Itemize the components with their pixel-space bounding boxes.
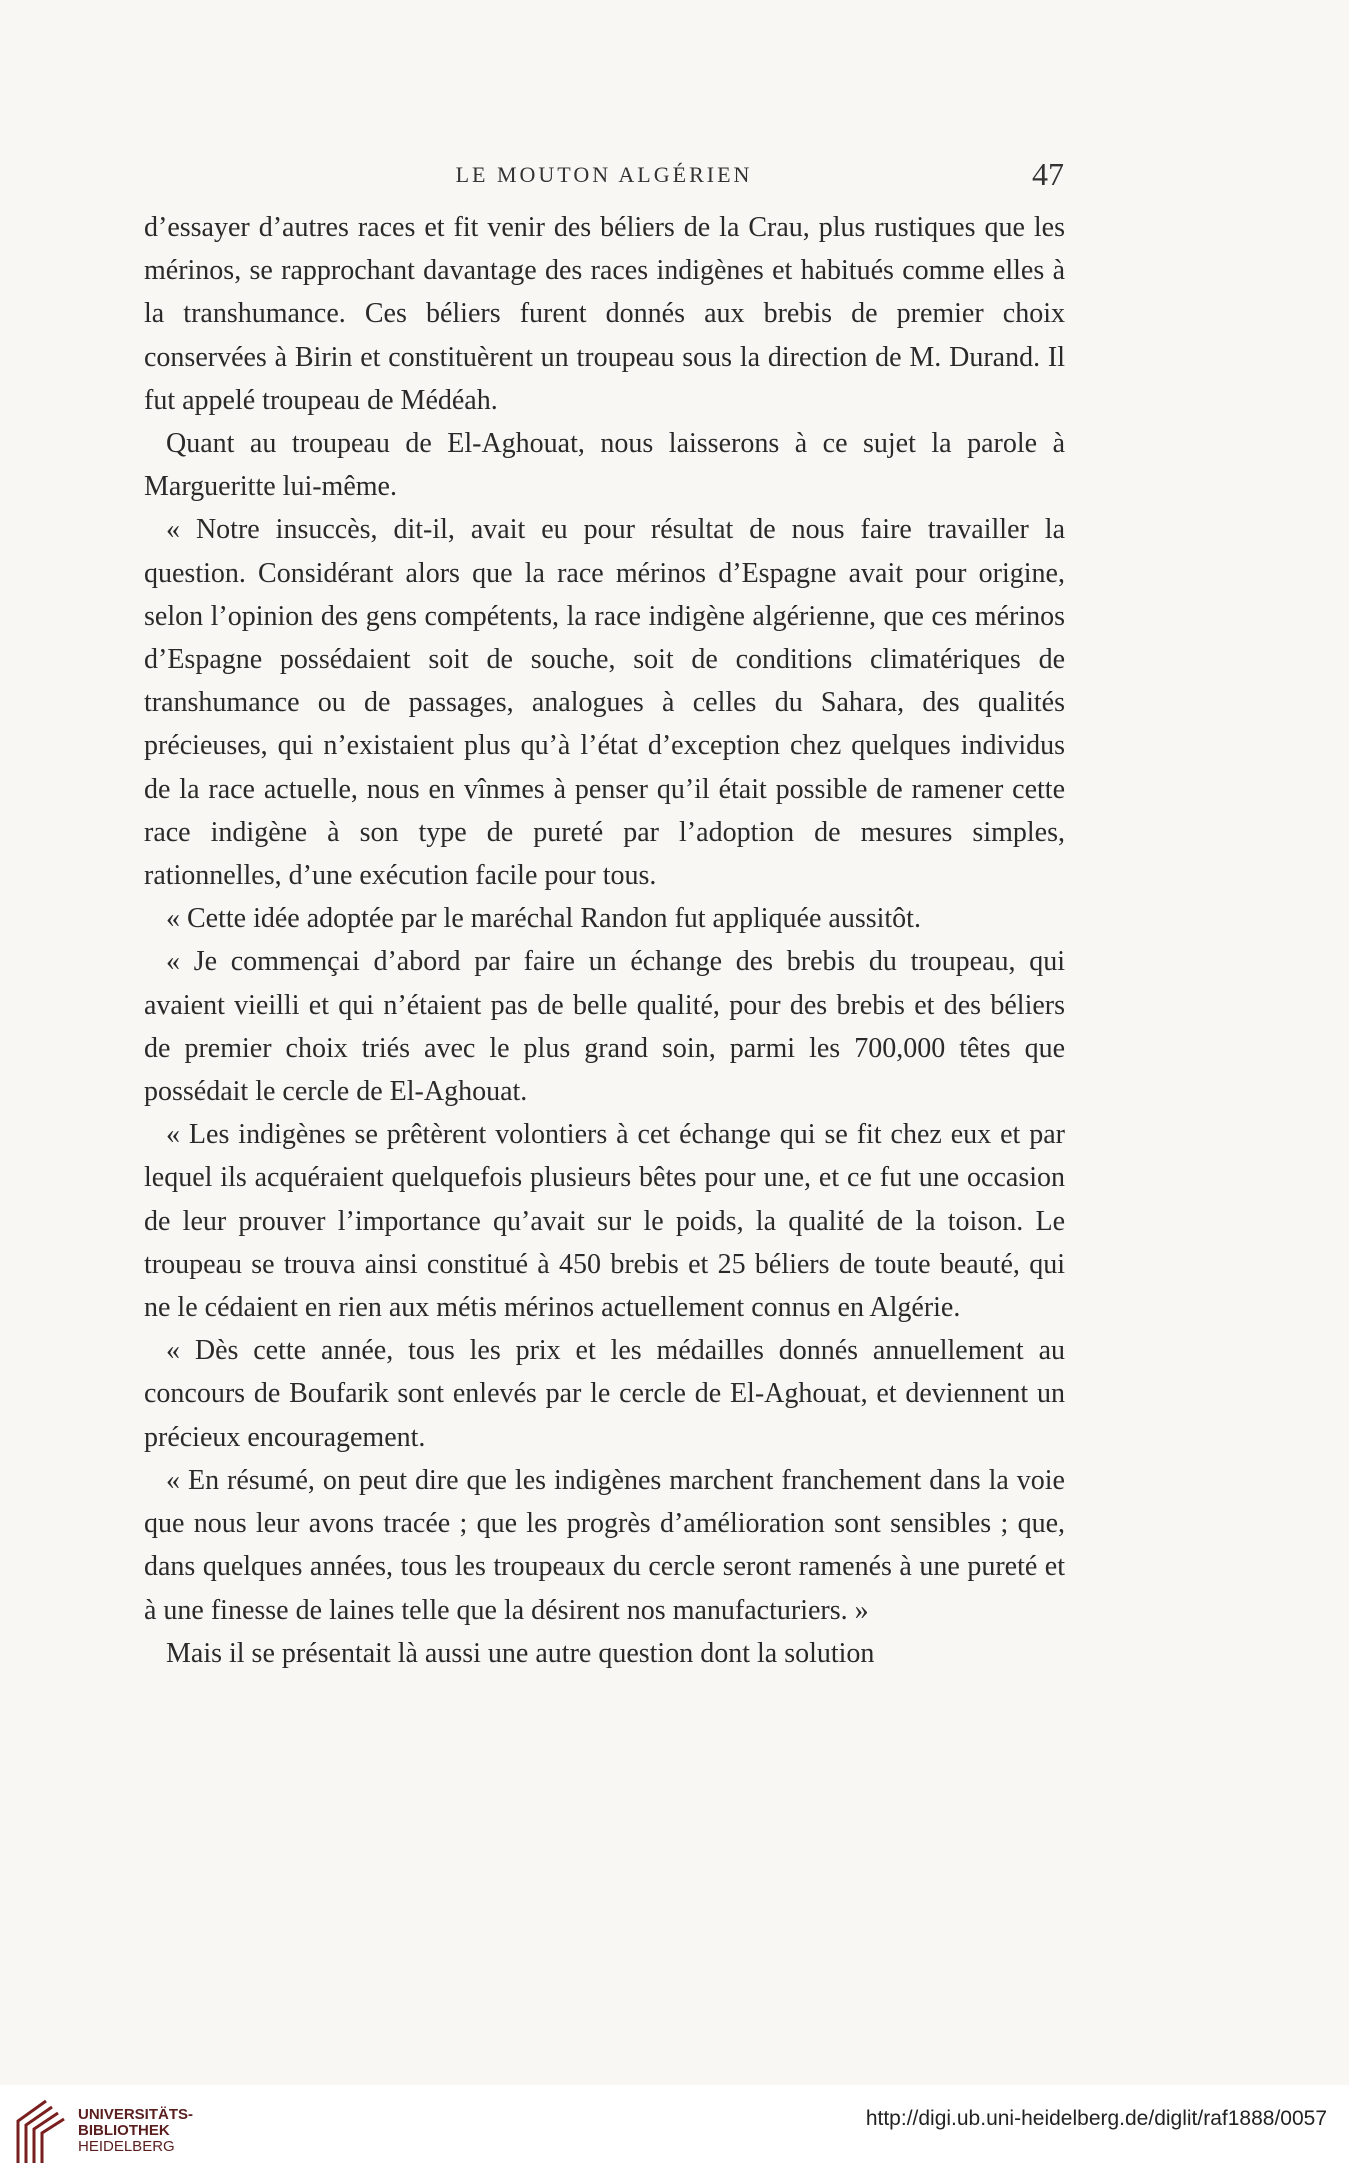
library-name-line: BIBLIOTHEK: [78, 2122, 170, 2139]
running-head: [144, 156, 1064, 202]
university-library-logo-icon: [12, 2093, 82, 2171]
body-text: [144, 206, 1065, 1675]
source-url-link[interactable]: http://digi.ub.uni-heidelberg.de/diglit/raf1888/0057: [865, 2107, 1327, 2130]
library-name: [78, 2107, 193, 2155]
paragraph: « En résumé, on peut dire que les indigènes marchent franchement dans la voie que nous leur avons tracée ; que les progrès d’amélioration sont sensibles ; que, dans quelques années, tous les troupeaux du cercle seront ramenés à une pureté et à une finesse de laines telle que la désirent nos manufacturiers. »: [144, 1464, 1065, 1626]
paragraph: « Notre insuccès, dit-il, avait eu pour résultat de nous faire travailler la question. Considérant alors que la race mérinos d’Espagne avait pour origine, selon l’opinion des gens compétents, la race indigène algérienne, que ces mérinos d’Espagne possédaient soit de souche, soit de conditions climatériques de transhumance ou de passages, analogues à celles du Sahara, des qualités précieuses, qui n’existaient plus qu’à l’état d’exception chez quelques individus de la race actuelle, nous en vînmes à penser qu’il était possible de ramener cette race indigène à son type de pureté par l’adoption de mesures simples, rationnelles, d’une exécution facile pour tous.: [144, 514, 1065, 892]
page-number: 47: [1032, 156, 1064, 192]
paragraph: « Dès cette année, tous les prix et les médailles donnés annuellement au concours de Boufarik sont enlevés par le cercle de El-Aghouat, et deviennent un précieux encouragement.: [144, 1335, 1065, 1453]
paragraph: « Cette idée adoptée par le maréchal Randon fut appliquée aussitôt.: [166, 903, 921, 935]
paragraph: « Les indigènes se prêtèrent volontiers à cet échange qui se fit chez eux et par lequel ils acquéraient quelquefois plusieurs bêtes pour une, et ce fut une occasion de leur prouver l’importance qu’avait sur le poids, la qualité de la toison. Le troupeau se trouva ainsi constitué à 450 brebis et 25 béliers de toute beauté, qui ne le cédaient en rien aux métis mérinos actuellement connus en Algérie.: [144, 1119, 1065, 1324]
paragraph: Quant au troupeau de El-Aghouat, nous laisserons à ce sujet la parole à Margueritte lui-même.: [144, 428, 1065, 503]
paragraph: d’essayer d’autres races et fit venir des béliers de la Crau, plus rustiques que les mérinos, se rapprochant davantage des races indigènes et habitués comme elles à la transhumance. Ces béliers furent donnés aux brebis de premier choix conservées à Birin et constituèrent un troupeau sous la direction de M. Durand. Il fut appelé troupeau de Médéah.: [144, 212, 1065, 416]
running-title: LE MOUTON ALGÉRIEN: [455, 162, 753, 187]
library-name-line: UNIVERSITÄTS-: [78, 2106, 194, 2123]
paragraph: Mais il se présentait là aussi une autre question dont la solution: [166, 1637, 875, 1669]
paragraph: « Je commençai d’abord par faire un échange des brebis du troupeau, qui avaient vieilli et qui n’étaient pas de belle qualité, pour des brebis et des béliers de premier choix triés avec le plus grand soin, parmi les 700,000 têtes que possédait le cercle de El-Aghouat.: [144, 946, 1065, 1108]
footer-bar: [0, 2085, 1349, 2180]
library-name-line: HEIDELBERG: [78, 2138, 175, 2155]
